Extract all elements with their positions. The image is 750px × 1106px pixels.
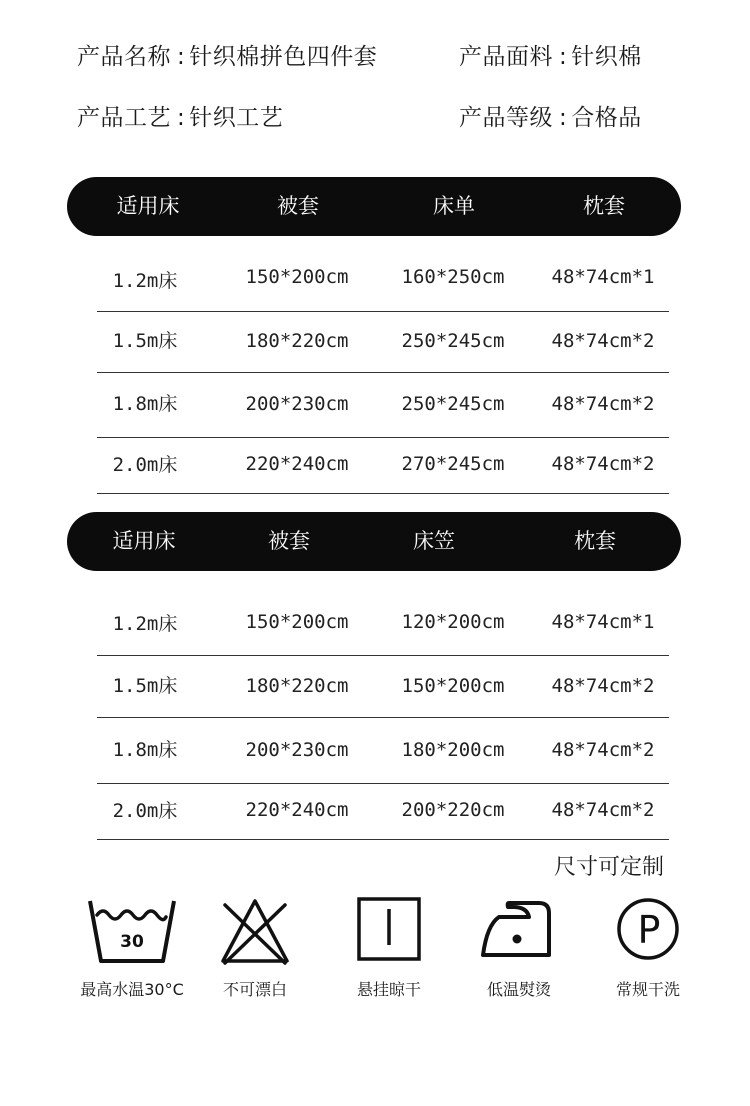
wash-30-icon bbox=[87, 895, 177, 967]
cell-pillowcase: 48*74cm*2 bbox=[551, 799, 655, 821]
cell-duvet: 150*200cm bbox=[245, 611, 349, 633]
product-name-value: 针织棉拼色四件套 bbox=[189, 44, 378, 70]
cell-sheet: 250*245cm bbox=[401, 393, 505, 415]
cell-fitted-sheet: 120*200cm bbox=[401, 611, 505, 633]
care-no-bleach bbox=[195, 895, 315, 1001]
low-iron-icon bbox=[479, 895, 559, 967]
table-row bbox=[97, 718, 669, 784]
table-row bbox=[97, 373, 669, 438]
cell-fitted-sheet: 150*200cm bbox=[401, 675, 505, 697]
table-row bbox=[97, 593, 669, 656]
cell-bed: 1.2m床 bbox=[112, 613, 178, 635]
no-bleach-icon bbox=[219, 895, 291, 967]
table-row bbox=[97, 784, 669, 840]
product-craft-label: 产品工艺 bbox=[77, 105, 171, 131]
cell-duvet: 200*230cm bbox=[245, 393, 349, 415]
cell-duvet: 150*200cm bbox=[245, 266, 349, 288]
cell-bed: 2.0m床 bbox=[112, 800, 178, 822]
product-fabric: 产品面料 : 针织棉 bbox=[459, 44, 642, 70]
cell-pillowcase: 48*74cm*2 bbox=[551, 453, 655, 475]
table-row bbox=[97, 656, 669, 718]
header-bed: 适用床 bbox=[112, 529, 176, 553]
header-pillowcase: 枕套 bbox=[583, 194, 625, 218]
dry-clean-letter: P bbox=[637, 908, 661, 952]
table-header bbox=[67, 177, 681, 236]
care-hang-dry bbox=[329, 895, 449, 1001]
product-craft-value: 针织工艺 bbox=[189, 105, 284, 131]
table-row bbox=[97, 438, 669, 494]
custom-size-note: 尺寸可定制 bbox=[553, 855, 664, 880]
care-dry-clean bbox=[588, 895, 708, 1001]
care-label: 低温熨烫 bbox=[486, 980, 551, 999]
product-fabric-value: 针织棉 bbox=[571, 44, 642, 70]
cell-fitted-sheet: 180*200cm bbox=[401, 739, 505, 761]
product-fabric-label: 产品面料 bbox=[459, 44, 553, 70]
header-sheet: 床单 bbox=[433, 194, 475, 218]
cell-pillowcase: 48*74cm*1 bbox=[551, 611, 655, 633]
cell-sheet: 270*245cm bbox=[401, 453, 505, 475]
dry-clean-p-icon bbox=[612, 895, 684, 967]
cell-duvet: 200*230cm bbox=[245, 739, 349, 761]
table-row bbox=[97, 312, 669, 373]
product-grade-value: 合格品 bbox=[571, 105, 642, 131]
header-bed: 适用床 bbox=[116, 194, 180, 218]
cell-bed: 1.5m床 bbox=[112, 330, 178, 352]
care-label: 不可漂白 bbox=[222, 980, 287, 999]
cell-bed: 1.8m床 bbox=[112, 739, 178, 761]
cell-duvet: 220*240cm bbox=[245, 453, 349, 475]
hang-dry-icon bbox=[353, 895, 425, 967]
cell-pillowcase: 48*74cm*1 bbox=[551, 266, 655, 288]
table-header bbox=[67, 512, 681, 571]
product-grade: 产品等级 : 合格品 bbox=[459, 105, 642, 131]
cell-duvet: 220*240cm bbox=[245, 799, 349, 821]
cell-bed: 1.5m床 bbox=[112, 675, 178, 697]
cell-pillowcase: 48*74cm*2 bbox=[551, 675, 655, 697]
product-grade-label: 产品等级 bbox=[459, 105, 553, 131]
product-name-label: 产品名称 bbox=[77, 44, 171, 70]
product-name: 产品名称 : 针织棉拼色四件套 bbox=[77, 44, 378, 70]
care-wash bbox=[72, 895, 192, 1001]
cell-pillowcase: 48*74cm*2 bbox=[551, 739, 655, 761]
cell-sheet: 250*245cm bbox=[401, 330, 505, 352]
header-duvet: 被套 bbox=[268, 529, 310, 553]
info-row-2 bbox=[0, 98, 750, 138]
table-row bbox=[97, 248, 669, 312]
cell-sheet: 160*250cm bbox=[401, 266, 505, 288]
header-fitted-sheet: 床笠 bbox=[413, 529, 455, 553]
care-label: 常规干洗 bbox=[615, 980, 680, 999]
cell-pillowcase: 48*74cm*2 bbox=[551, 330, 655, 352]
care-label: 悬挂晾干 bbox=[356, 980, 421, 999]
cell-duvet: 180*220cm bbox=[245, 330, 349, 352]
wash-temperature: 30 bbox=[120, 932, 144, 952]
header-pillowcase: 枕套 bbox=[574, 529, 616, 553]
product-craft: 产品工艺 : 针织工艺 bbox=[77, 105, 284, 131]
cell-bed: 1.8m床 bbox=[112, 393, 178, 415]
cell-pillowcase: 48*74cm*2 bbox=[551, 393, 655, 415]
header-duvet: 被套 bbox=[277, 194, 319, 218]
cell-bed: 2.0m床 bbox=[112, 454, 178, 476]
care-label: 最高水温30°C bbox=[80, 980, 184, 999]
cell-fitted-sheet: 200*220cm bbox=[401, 799, 505, 821]
info-row-1 bbox=[0, 37, 750, 77]
care-low-iron bbox=[459, 895, 579, 1001]
cell-bed: 1.2m床 bbox=[112, 270, 178, 292]
cell-duvet: 180*220cm bbox=[245, 675, 349, 697]
